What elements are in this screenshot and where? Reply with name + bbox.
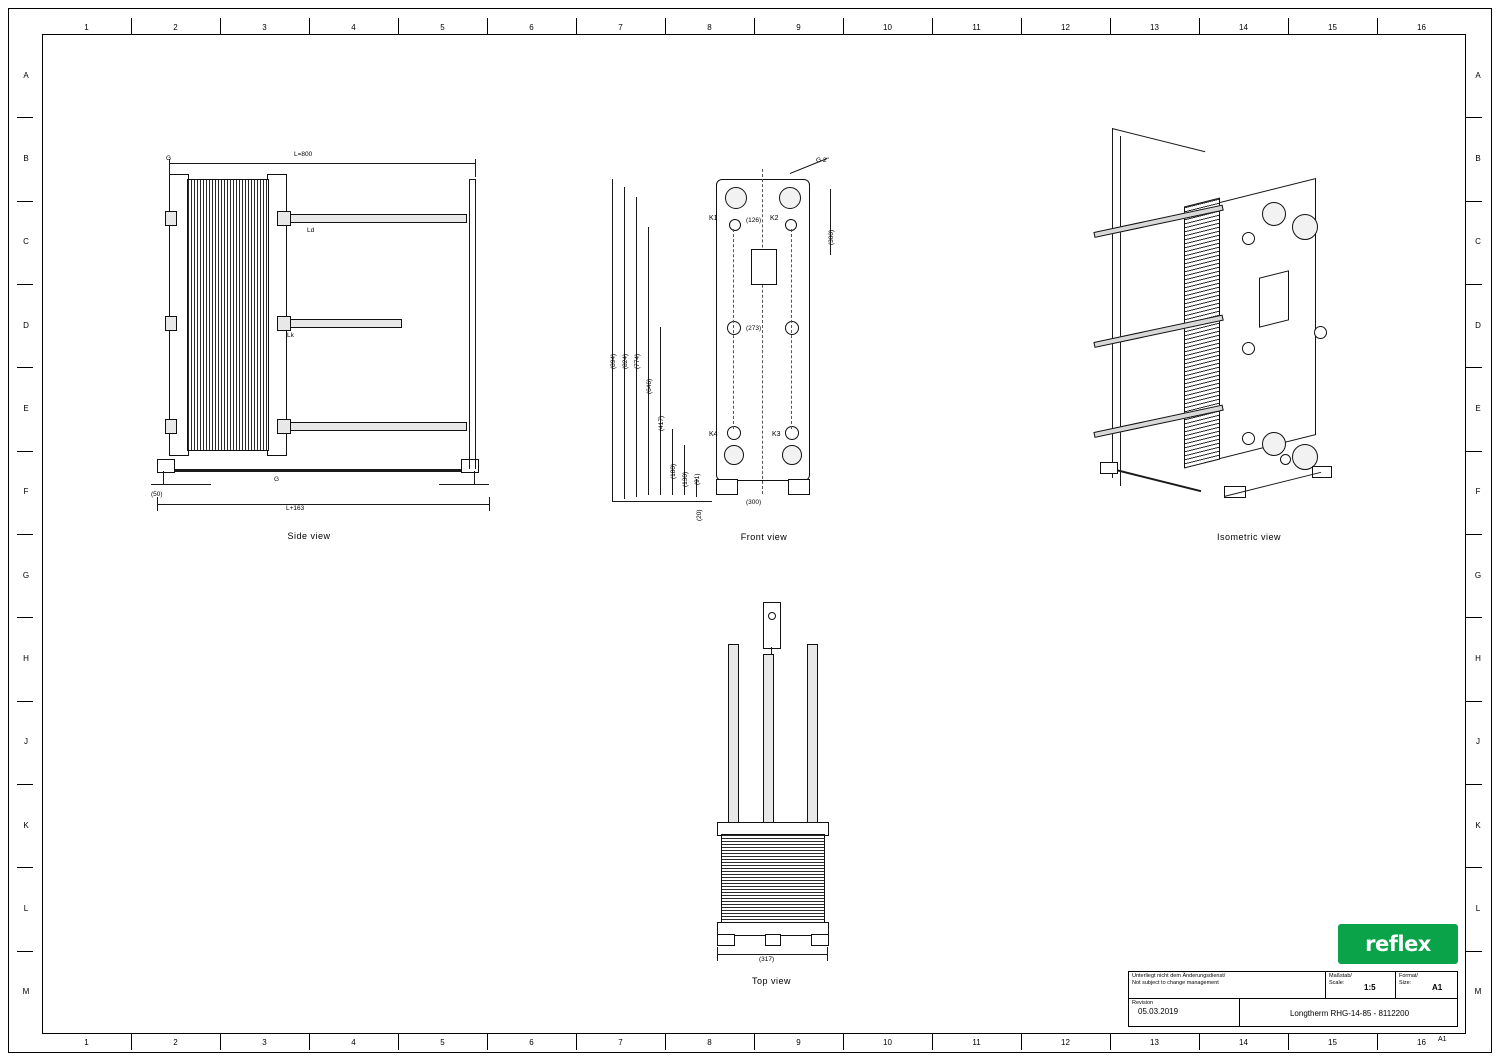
tie-bar-bottom xyxy=(285,422,467,431)
top-view-caption: Top view xyxy=(751,976,791,986)
center-line-v xyxy=(762,169,763,494)
zone-label-right-F: F xyxy=(1475,487,1481,497)
nut-mid-left xyxy=(165,316,177,331)
zone-tick-left-10 xyxy=(17,867,33,868)
zone-label-right-B: B xyxy=(1475,154,1481,163)
zone-tick-bottom-2 xyxy=(220,1034,221,1050)
zone-tick-bottom-6 xyxy=(576,1034,577,1050)
zone-label-bottom-7: 7 xyxy=(618,1038,623,1047)
top-dim-317-label: (317) xyxy=(759,956,775,963)
dimv-774 xyxy=(636,197,637,497)
format-value: A1 xyxy=(1432,983,1443,992)
iso-foot-far-right xyxy=(1312,466,1332,478)
format-cell xyxy=(1395,972,1459,998)
zone-tick-bottom-12 xyxy=(1110,1034,1111,1050)
iso-port-top-right xyxy=(1292,214,1318,240)
name-plate xyxy=(751,249,777,285)
zone-label-top-13: 13 xyxy=(1150,23,1159,32)
side-plate-pack xyxy=(187,179,269,451)
dim-300-bottom-label: (300) xyxy=(746,499,762,506)
iso-rear-column xyxy=(1112,128,1113,478)
top-view xyxy=(689,594,869,984)
label-k1: K1 xyxy=(709,215,718,222)
zone-tick-top-8 xyxy=(754,18,755,34)
iso-bolt-4 xyxy=(1314,326,1327,339)
foot-right xyxy=(461,459,479,473)
zone-label-top-10: 10 xyxy=(883,23,892,32)
dim-foot-left-label: (50) xyxy=(151,491,163,498)
label-k3: K3 xyxy=(772,431,781,438)
zone-tick-right-5 xyxy=(1466,451,1482,452)
nut-mid-right xyxy=(277,316,291,331)
drawing-sheet xyxy=(8,8,1492,1053)
dim-ext-o2 xyxy=(489,497,490,511)
zone-label-right-M: M xyxy=(1474,987,1482,997)
support-column-2 xyxy=(475,179,476,469)
top-center-hole xyxy=(768,612,776,620)
top-center-column xyxy=(763,602,781,649)
zone-label-right-K: K xyxy=(1475,820,1481,830)
zone-tick-bottom-11 xyxy=(1021,1034,1022,1050)
tie-bar-middle xyxy=(285,319,402,328)
zone-tick-bottom-10 xyxy=(932,1034,933,1050)
dimv-417 xyxy=(660,327,661,495)
support-top xyxy=(469,179,476,180)
zone-label-bottom-2: 2 xyxy=(173,1038,178,1047)
drawing-title-cell xyxy=(1239,999,1459,1027)
top-foot-mid xyxy=(765,934,781,946)
iso-bolt-1 xyxy=(1242,232,1255,245)
zone-tick-left-9 xyxy=(17,784,33,785)
front-foot-right xyxy=(788,479,810,495)
zone-label-bottom-12: 12 xyxy=(1061,1038,1070,1047)
dim-line-length xyxy=(169,163,475,164)
zone-label-bottom-3: 3 xyxy=(262,1038,267,1047)
port-k1 xyxy=(725,187,747,209)
dimv-180 xyxy=(672,429,673,495)
iso-base-rail-2 xyxy=(1224,472,1321,497)
dim-length-label: L=800 xyxy=(294,151,313,158)
zone-label-bottom-1: 1 xyxy=(84,1038,89,1047)
iso-top-edge xyxy=(1112,128,1205,152)
dim-273-label: (273) xyxy=(746,325,762,332)
zone-tick-bottom-1 xyxy=(131,1034,132,1050)
zone-label-bottom-14: 14 xyxy=(1239,1038,1248,1047)
zone-tick-right-1 xyxy=(1466,117,1482,118)
zone-label-left-D: D xyxy=(23,320,29,330)
port-k1-inner xyxy=(729,219,741,231)
dimv-824 xyxy=(624,187,625,499)
zone-label-left-L: L xyxy=(23,904,29,913)
base-rail xyxy=(157,469,477,472)
side-view xyxy=(129,139,519,539)
isometric-view-caption: Isometric view xyxy=(1216,532,1281,542)
iso-port-top-left xyxy=(1262,202,1286,226)
sheet-format-bottom: A1 xyxy=(1438,1036,1447,1043)
zone-tick-left-7 xyxy=(17,617,33,618)
top-plate-pack xyxy=(721,834,825,924)
zone-tick-top-9 xyxy=(843,18,844,34)
zone-label-left-M: M xyxy=(22,987,30,997)
zone-label-top-2: 2 xyxy=(173,23,178,32)
dimv-894 xyxy=(612,179,613,501)
zone-label-left-C: C xyxy=(23,237,29,247)
dim-ld-label: Ld xyxy=(307,227,315,234)
dim-g-top-label: G xyxy=(166,155,172,162)
dim-ext-o1 xyxy=(157,497,158,511)
zone-label-right-D: D xyxy=(1475,320,1481,330)
dim-894-label: (894) xyxy=(610,353,617,369)
zone-tick-right-9 xyxy=(1466,784,1482,785)
zone-tick-left-2 xyxy=(17,201,33,202)
zone-label-bottom-16: 16 xyxy=(1417,1038,1426,1047)
dim-126-label: (126) xyxy=(746,217,762,224)
scale-label-en: Scale: xyxy=(1329,980,1345,987)
zone-label-left-B: B xyxy=(23,154,29,163)
zone-tick-top-15 xyxy=(1377,18,1378,34)
title-block xyxy=(1128,971,1458,1027)
scale-value: 1:5 xyxy=(1364,983,1376,992)
revision-cell xyxy=(1129,999,1239,1027)
iso-bolt-3 xyxy=(1242,432,1255,445)
iso-plate-pack xyxy=(1184,198,1220,469)
top-dim-ext-1 xyxy=(717,947,718,961)
change-note-de: Unterliegt nicht dem Änderungsdienst/ xyxy=(1132,973,1226,979)
zone-label-left-F: F xyxy=(23,487,29,497)
zone-tick-left-8 xyxy=(17,701,33,702)
zone-tick-top-1 xyxy=(131,18,132,34)
zone-tick-right-8 xyxy=(1466,701,1482,702)
zone-label-top-11: 11 xyxy=(972,23,981,32)
change-note-en: Not subject to change management xyxy=(1132,980,1219,987)
dimv-300-right xyxy=(830,189,831,255)
zone-tick-top-6 xyxy=(576,18,577,34)
zone-label-right-G: G xyxy=(1474,570,1482,580)
zone-tick-bottom-8 xyxy=(754,1034,755,1050)
zone-tick-right-3 xyxy=(1466,284,1482,285)
port-mid-left xyxy=(727,321,741,335)
zone-tick-right-11 xyxy=(1466,951,1482,952)
zone-tick-right-7 xyxy=(1466,617,1482,618)
zone-tick-left-3 xyxy=(17,284,33,285)
zone-tick-top-5 xyxy=(487,18,488,34)
zone-tick-bottom-5 xyxy=(487,1034,488,1050)
zone-label-right-C: C xyxy=(1475,237,1481,247)
dim-300-top-label: (300) xyxy=(828,229,835,245)
zone-label-bottom-13: 13 xyxy=(1150,1038,1159,1047)
zone-label-top-12: 12 xyxy=(1061,23,1070,32)
top-foot-right xyxy=(811,934,829,946)
dim-overall-label: L+163 xyxy=(286,505,305,512)
dim-ext-l2 xyxy=(475,159,476,177)
change-note xyxy=(1129,972,1325,998)
zone-tick-bottom-7 xyxy=(665,1034,666,1050)
zone-label-right-E: E xyxy=(1475,404,1481,413)
zone-tick-top-3 xyxy=(309,18,310,34)
port-k3 xyxy=(782,445,802,465)
iso-base-rail xyxy=(1104,466,1202,492)
zone-label-bottom-10: 10 xyxy=(883,1038,892,1047)
inner-outline-right xyxy=(791,229,792,429)
iso-port-bottom-left xyxy=(1262,432,1286,456)
dim-g-bottom-label: G xyxy=(274,476,280,483)
zone-tick-top-2 xyxy=(220,18,221,34)
zone-label-left-G: G xyxy=(22,570,30,580)
foot-left xyxy=(157,459,175,473)
zone-tick-bottom-14 xyxy=(1288,1034,1289,1050)
zone-label-bottom-5: 5 xyxy=(440,1038,445,1047)
zone-tick-left-11 xyxy=(17,951,33,952)
nut-top-left xyxy=(165,211,177,226)
zone-label-left-J: J xyxy=(24,737,28,747)
zone-tick-top-13 xyxy=(1199,18,1200,34)
zone-label-top-3: 3 xyxy=(262,23,267,32)
dim-20-label: (20) xyxy=(696,509,703,521)
zone-tick-bottom-4 xyxy=(398,1034,399,1050)
zone-label-right-A: A xyxy=(1475,70,1481,80)
base-plate-left xyxy=(151,484,211,485)
zone-label-top-6: 6 xyxy=(529,23,534,32)
scale-cell xyxy=(1325,972,1395,998)
zone-tick-right-2 xyxy=(1466,201,1482,202)
zone-label-bottom-6: 6 xyxy=(529,1038,534,1047)
iso-bolt-2 xyxy=(1242,342,1255,355)
top-dim-ext-2 xyxy=(827,947,828,961)
drawing-title: Longtherm RHG-14-85 - 8112200 xyxy=(1289,1009,1410,1018)
zone-label-top-1: 1 xyxy=(84,23,89,32)
nut-bot-left xyxy=(165,419,177,434)
zone-label-right-L: L xyxy=(1475,904,1481,913)
zone-label-top-7: 7 xyxy=(618,23,623,32)
zone-tick-top-11 xyxy=(1021,18,1022,34)
zone-tick-bottom-9 xyxy=(843,1034,844,1050)
top-dim-line xyxy=(717,954,827,955)
zone-label-top-9: 9 xyxy=(796,23,801,32)
iso-foot-left xyxy=(1100,462,1118,474)
dim-417-label: (417) xyxy=(658,415,665,431)
zone-label-bottom-15: 15 xyxy=(1328,1038,1337,1047)
label-k2: K2 xyxy=(770,215,779,222)
dimv-646 xyxy=(648,227,649,495)
zone-tick-bottom-3 xyxy=(309,1034,310,1050)
zone-label-left-E: E xyxy=(23,404,29,413)
revision-label: Revision xyxy=(1132,1000,1154,1006)
zone-label-right-H: H xyxy=(1475,654,1481,663)
zone-tick-top-10 xyxy=(932,18,933,34)
port-k4 xyxy=(724,445,744,465)
nut-bot-right xyxy=(277,419,291,434)
iso-bolt-5 xyxy=(1280,454,1291,465)
support-column xyxy=(469,179,470,469)
port-k4-inner xyxy=(727,426,741,440)
zone-tick-bottom-13 xyxy=(1199,1034,1200,1050)
zone-label-bottom-4: 4 xyxy=(351,1038,356,1047)
zone-tick-left-4 xyxy=(17,367,33,368)
revision-value: 05.03.2019 xyxy=(1138,1007,1179,1017)
format-label-de: Format/ xyxy=(1399,973,1418,979)
iso-rear-column-2 xyxy=(1120,136,1121,486)
zone-label-top-4: 4 xyxy=(351,23,356,32)
zone-tick-right-6 xyxy=(1466,534,1482,535)
dim-line-overall xyxy=(157,504,489,505)
top-foot-left xyxy=(717,934,735,946)
front-view xyxy=(594,149,854,549)
dim-base-ref xyxy=(612,501,712,502)
dimv-130 xyxy=(684,445,685,495)
foot-right-leg xyxy=(474,471,475,484)
zone-label-left-K: K xyxy=(23,820,29,830)
port-mid-right xyxy=(785,321,799,335)
dim-g2-label: G 2" xyxy=(816,157,829,164)
reflex-logo-text: reflex xyxy=(1365,932,1431,956)
port-k3-inner xyxy=(785,426,799,440)
zone-tick-left-5 xyxy=(17,451,33,452)
nut-top-right xyxy=(277,211,291,226)
zone-tick-top-4 xyxy=(398,18,399,34)
zone-tick-right-10 xyxy=(1466,867,1482,868)
zone-tick-left-1 xyxy=(17,117,33,118)
zone-label-right-J: J xyxy=(1476,737,1480,747)
inner-outline-left xyxy=(733,229,734,429)
front-foot-left xyxy=(716,479,738,495)
zone-label-top-15: 15 xyxy=(1328,23,1337,32)
zone-label-top-5: 5 xyxy=(440,23,445,32)
zone-tick-bottom-15 xyxy=(1377,1034,1378,1050)
dim-130-label: (130) xyxy=(682,471,689,487)
foot-left-leg xyxy=(163,471,164,484)
format-label-en: Size: xyxy=(1399,980,1412,987)
zone-tick-left-6 xyxy=(17,534,33,535)
zone-label-top-16: 16 xyxy=(1417,23,1426,32)
dim-lk-label: Lk xyxy=(287,332,294,339)
iso-name-plate xyxy=(1259,270,1289,327)
zone-label-top-14: 14 xyxy=(1239,23,1248,32)
base-plate-right xyxy=(439,484,489,485)
scale-label-de: Maßstab/ xyxy=(1329,973,1352,979)
dim-180-label: (180) xyxy=(670,463,677,479)
isometric-view xyxy=(1064,114,1354,544)
zone-tick-right-4 xyxy=(1466,367,1482,368)
zone-tick-top-7 xyxy=(665,18,666,34)
dim-824-label: (824) xyxy=(622,353,629,369)
zone-label-top-8: 8 xyxy=(707,23,712,32)
zone-label-bottom-9: 9 xyxy=(796,1038,801,1047)
reflex-logo xyxy=(1338,924,1458,964)
port-k2 xyxy=(779,187,801,209)
zone-label-bottom-8: 8 xyxy=(707,1038,712,1047)
zone-label-bottom-11: 11 xyxy=(972,1038,981,1047)
dim-91-label: (91) xyxy=(694,473,701,485)
tie-bar-top xyxy=(285,214,467,223)
zone-label-left-A: A xyxy=(23,70,29,80)
dim-774-label: (774) xyxy=(634,353,641,369)
side-view-caption: Side view xyxy=(287,531,331,541)
front-view-caption: Front view xyxy=(740,532,788,542)
zone-tick-top-12 xyxy=(1110,18,1111,34)
label-k4: K4 xyxy=(709,431,718,438)
zone-tick-top-14 xyxy=(1288,18,1289,34)
zone-label-left-H: H xyxy=(23,654,29,663)
dim-646-label: (646) xyxy=(646,378,653,394)
